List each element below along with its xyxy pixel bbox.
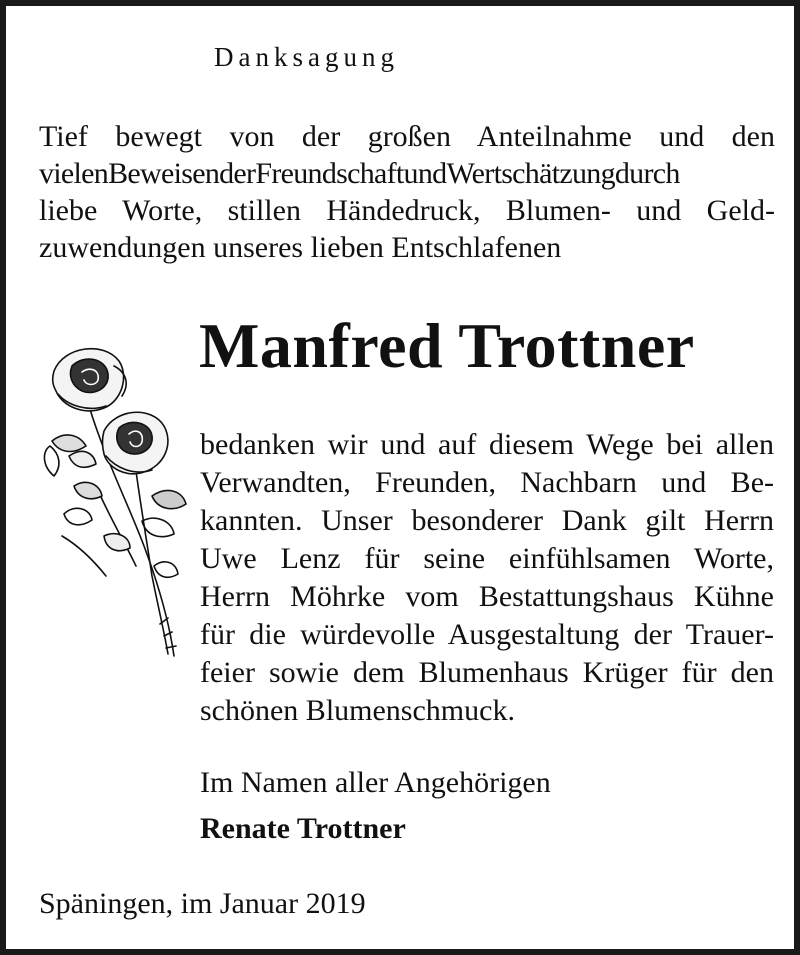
notice-heading: Danksagung — [214, 42, 399, 72]
thanks-line: feier sowie dem Blumenhaus Krüger für den — [200, 656, 774, 689]
place-date: Späningen, im Januar 2019 — [39, 887, 366, 920]
intro-line: liebe Worte, stillen Händedruck, Blumen- und Geld- — [39, 194, 775, 227]
thanks-line: für die würdevolle Ausgestaltung der Trauer- — [200, 618, 774, 651]
thanks-line: Uwe Lenz für seine einfühlsamen Worte, — [200, 542, 774, 575]
thanks-paragraph — [200, 426, 774, 730]
intro-line: zuwendungen unseres lieben Entschlafenen — [39, 231, 562, 264]
roses-icon — [34, 336, 194, 666]
thanks-line: Verwandten, Freunden, Nachbarn und Be- — [200, 466, 774, 499]
intro-paragraph — [39, 118, 775, 266]
thanks-line: bedanken wir und auf diesem Wege bei allen — [200, 428, 774, 461]
thanks-line: kannten. Unser besonderer Dank gilt Herrn — [200, 504, 774, 537]
signer-name: Renate Trottner — [200, 812, 406, 845]
thanks-line: Herrn Möhrke vom Bestattungshaus Kühne — [200, 580, 774, 613]
intro-line: vielenBeweisenderFreundschaftundWertschätzungdurch — [39, 157, 680, 190]
intro-line: Tief bewegt von der großen Anteilnahme und den — [39, 120, 775, 153]
thanks-line: schönen Blumenschmuck. — [200, 694, 515, 727]
signature-intro: Im Namen aller Angehörigen — [200, 766, 551, 799]
deceased-name: Manfred Trottner — [199, 310, 695, 381]
